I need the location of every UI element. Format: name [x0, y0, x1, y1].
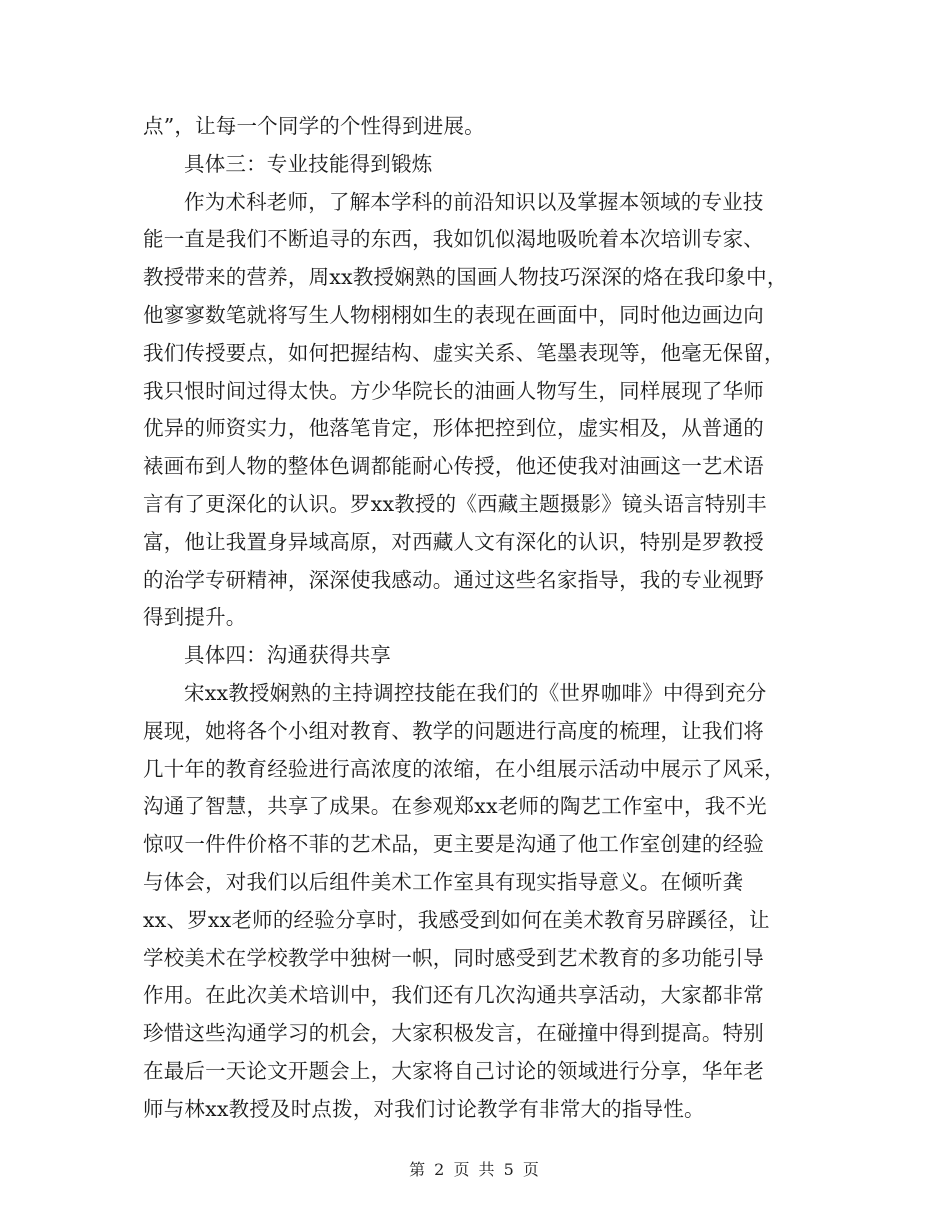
text-line: 言有了更深化的认识。罗xx教授的《西藏主题摄影》镜头语言特别丰	[143, 491, 767, 516]
text-line: 教授带来的营养，周xx教授娴熟的国画人物技巧深深的烙在我印象中，	[143, 265, 788, 290]
page-number-footer: 第 2 页 共 5 页	[409, 1160, 541, 1179]
text-line: 能一直是我们不断追寻的东西，我如饥似渴地吸吮着本次培训专家、	[143, 227, 764, 252]
document-body	[143, 108, 813, 1129]
text-line: 的治学专研精神，深深使我感动。通过这些名家指导，我的专业视野	[143, 567, 764, 592]
text-line: 与体会，对我们以后组件美术工作室具有现实指导意义。在倾听龚	[143, 869, 744, 894]
text-line: 他寥寥数笔就将写生人物栩栩如生的表现在画面中，同时他边画边向	[143, 302, 764, 327]
text-line: 在最后一天论文开题会上，大家将自己讨论的领域进行分享，华年老	[143, 1058, 764, 1083]
text-line: 点”，让每一个同学的个性得到进展。	[143, 114, 485, 138]
text-line: 优异的师资实力，他落笔肯定，形体把控到位，虚实相及，从普通的	[143, 416, 764, 441]
text-line: 作为术科老师，了解本学科的前沿知识以及掌握本领域的专业技	[184, 189, 764, 214]
text-line: 宋xx教授娴熟的主持调控技能在我们的《世界咖啡》中得到充分	[184, 680, 767, 705]
text-line: 作用。在此次美术培训中，我们还有几次沟通共享活动，大家都非常	[143, 983, 764, 1008]
text-line: 师与林xx教授及时点拨，对我们讨论教学有非常大的指导性。	[143, 1096, 705, 1121]
text-line: xx、罗xx老师的经验分享时，我感受到如何在美术教育另辟蹊径，让	[143, 907, 770, 932]
text-line: 富，他让我置身异域高原，对西藏人文有深化的认识，特别是罗教授	[143, 529, 764, 554]
text-line: 我们传授要点，如何把握结构、虚实关系、笔墨表现等，他毫无保留，	[143, 340, 785, 365]
text-line: 沟通了智慧，共享了成果。在参观郑xx老师的陶艺工作室中，我不光	[143, 794, 767, 819]
text-line: 珍惜这些沟通学习的机会，大家积极发言，在碰撞中得到提高。特别	[143, 1021, 764, 1046]
text-line: 惊叹一件件价格不菲的艺术品，更主要是沟通了他工作室创建的经验	[143, 832, 764, 857]
text-line: 我只恨时间过得太快。方少华院长的油画人物写生，同样展现了华师	[143, 378, 764, 403]
text-line: 具体三：专业技能得到锻炼	[184, 151, 433, 176]
text-line: 具体四：沟通获得共享	[184, 643, 391, 668]
text-line: 展现，她将各个小组对教育、教学的问题进行高度的梳理，让我们将	[143, 718, 764, 743]
text-line: 裱画布到人物的整体色调都能耐心传授，他还使我对油画这一艺术语	[143, 454, 764, 479]
text-line: 得到提升。	[143, 605, 247, 630]
text-line: 几十年的教育经验进行高浓度的浓缩，在小组展示活动中展示了风采，	[143, 756, 785, 781]
text-line: 学校美术在学校教学中独树一帜，同时感受到艺术教育的多功能引导	[143, 945, 764, 970]
